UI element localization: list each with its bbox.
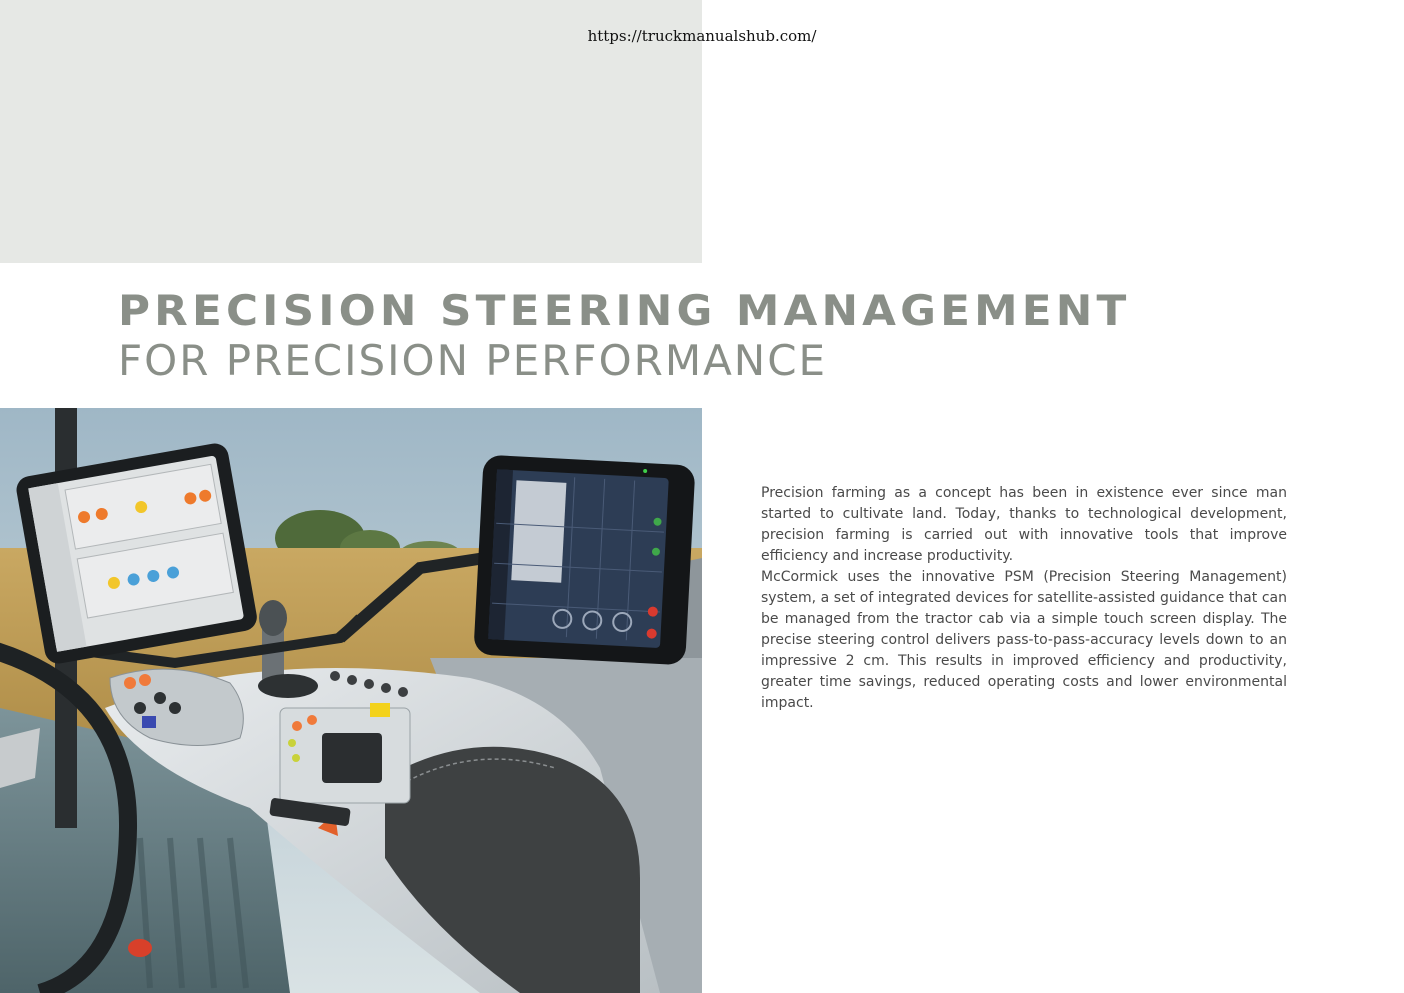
tractor-cab-photo (0, 408, 702, 993)
paragraph-psm: McCormick uses the innovative PSM (Precision Steering Management) system, a set of integrated devices for satellite-assisted guidance that can be managed from the tractor cab via a simple touch screen display. The precise steering control delivers pass-to-pass-accuracy levels down to an impressive 2 cm. This results in improved efficiency and productivity, greater time savings, reduced operating costs and lower environmental impact. (761, 569, 1287, 711)
source-url: https://truckmanualshub.com/ (587, 27, 817, 45)
page-subtitle: FOR PRECISION PERFORMANCE (118, 336, 828, 385)
paragraph-intro: Precision farming as a concept has been in existence ever since man started to cultivate land. Today, thanks to technological development, precision farming is carried out with innovative tools that improve efficiency and increase productivity. (761, 485, 1287, 564)
page-title: PRECISION STEERING MANAGEMENT (118, 286, 1131, 335)
cab-illustration (0, 408, 702, 993)
body-copy (761, 483, 1287, 714)
